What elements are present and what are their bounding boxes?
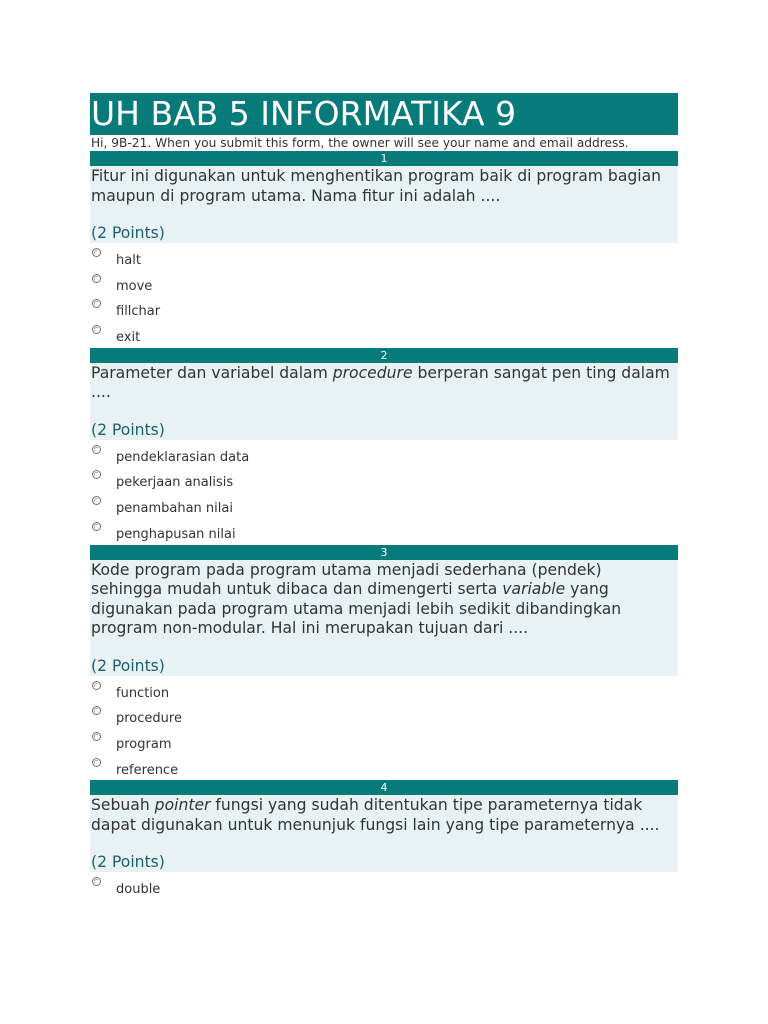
answer-option-label[interactable]: fillchar	[116, 304, 161, 320]
question-text-italic: pointer	[154, 796, 211, 815]
radio-button[interactable]	[92, 681, 101, 690]
question-text	[91, 796, 676, 835]
question-text	[91, 167, 676, 206]
radio-button[interactable]	[92, 732, 101, 741]
radio-button[interactable]	[92, 496, 101, 505]
answer-option[interactable]	[90, 678, 678, 704]
question-text-part: yang digunakan pada program utama menjadi lebih sedikit dibandingkan program non-modular. Hal ini merupakan tujuan dari ....	[91, 580, 622, 637]
answer-option[interactable]	[90, 271, 678, 297]
answer-option-label[interactable]: exit	[116, 330, 141, 346]
question-header	[90, 795, 678, 872]
form-title: UH BAB 5 INFORMATIKA 9	[90, 93, 678, 135]
radio-button[interactable]	[92, 325, 101, 334]
answer-option[interactable]	[90, 729, 678, 755]
answer-option-label[interactable]: penambahan nilai	[116, 501, 233, 517]
radio-button[interactable]	[92, 758, 101, 767]
question-number: 4	[90, 780, 678, 795]
submission-notice: Hi, 9B-21. When you submit this form, the owner will see your name and email address.	[91, 136, 629, 150]
question-points: (2 Points)	[91, 224, 165, 242]
answer-option[interactable]	[90, 442, 678, 468]
question-text	[91, 561, 676, 639]
question-points: (2 Points)	[91, 420, 165, 439]
question-text-part: Sebuah	[91, 796, 155, 815]
question-list	[90, 151, 678, 900]
answer-option[interactable]	[90, 322, 678, 348]
answer-option-label[interactable]: reference	[116, 762, 179, 778]
radio-button[interactable]	[92, 522, 101, 531]
question-text-part: Parameter dan variabel dalam	[91, 363, 333, 382]
question-text-part: Kode program pada program utama menjadi sederhana (pendek) sehingga mudah untuk dibaca dan dimengerti serta	[91, 560, 602, 598]
question-3	[90, 545, 678, 781]
radio-button[interactable]	[92, 470, 101, 479]
answer-option-label[interactable]: program	[116, 736, 172, 752]
answer-option-label[interactable]: function	[116, 685, 170, 701]
answer-option[interactable]	[90, 493, 678, 519]
answer-option[interactable]	[90, 467, 678, 493]
radio-button[interactable]	[92, 445, 101, 454]
radio-button[interactable]	[92, 877, 101, 886]
question-header	[90, 166, 678, 243]
question-text-italic: procedure	[332, 363, 413, 382]
question-text-italic: variable	[502, 580, 566, 598]
answer-options	[90, 676, 678, 781]
quiz-form	[90, 93, 678, 900]
question-4	[90, 780, 678, 900]
question-header	[90, 560, 678, 676]
radio-button[interactable]	[92, 274, 101, 283]
answer-option-label[interactable]: pekerjaan analisis	[116, 475, 234, 491]
radio-button[interactable]	[92, 248, 101, 257]
question-points: (2 Points)	[91, 853, 165, 872]
radio-button[interactable]	[92, 706, 101, 715]
question-text-part: berperan sangat pen ting dalam ....	[91, 363, 670, 402]
answer-option[interactable]	[90, 519, 678, 545]
question-number: 2	[90, 348, 678, 363]
question-number: 3	[90, 545, 678, 560]
answer-option[interactable]	[90, 874, 678, 900]
answer-option[interactable]	[90, 245, 678, 271]
answer-option-label[interactable]: procedure	[116, 711, 182, 727]
answer-options	[90, 872, 678, 900]
question-header	[90, 363, 678, 440]
question-2	[90, 348, 678, 545]
answer-option-label[interactable]: penghapusan nilai	[116, 526, 236, 542]
question-points: (2 Points)	[91, 656, 165, 675]
answer-options	[90, 440, 678, 545]
answer-option-label[interactable]: double	[116, 882, 161, 898]
question-1	[90, 151, 678, 348]
question-text-part: fungsi yang sudah ditentukan tipe parameternya tidak dapat digunakan untuk menunjuk fungsi lain yang tipe parameternya ....	[91, 796, 660, 834]
answer-option-label[interactable]: pendeklarasian data	[116, 449, 250, 465]
answer-option-label[interactable]: move	[116, 278, 153, 294]
answer-option[interactable]	[90, 296, 678, 322]
answer-options	[90, 243, 678, 348]
radio-button[interactable]	[92, 299, 101, 308]
question-text	[91, 364, 676, 403]
question-text-part: Fitur ini digunakan untuk menghentikan program baik di program bagian maupun di program utama. Nama fitur ini adalah ....	[91, 167, 662, 205]
answer-option[interactable]	[90, 703, 678, 729]
answer-option[interactable]	[90, 755, 678, 781]
question-number: 1	[90, 151, 678, 166]
answer-option-label[interactable]: halt	[116, 253, 141, 268]
